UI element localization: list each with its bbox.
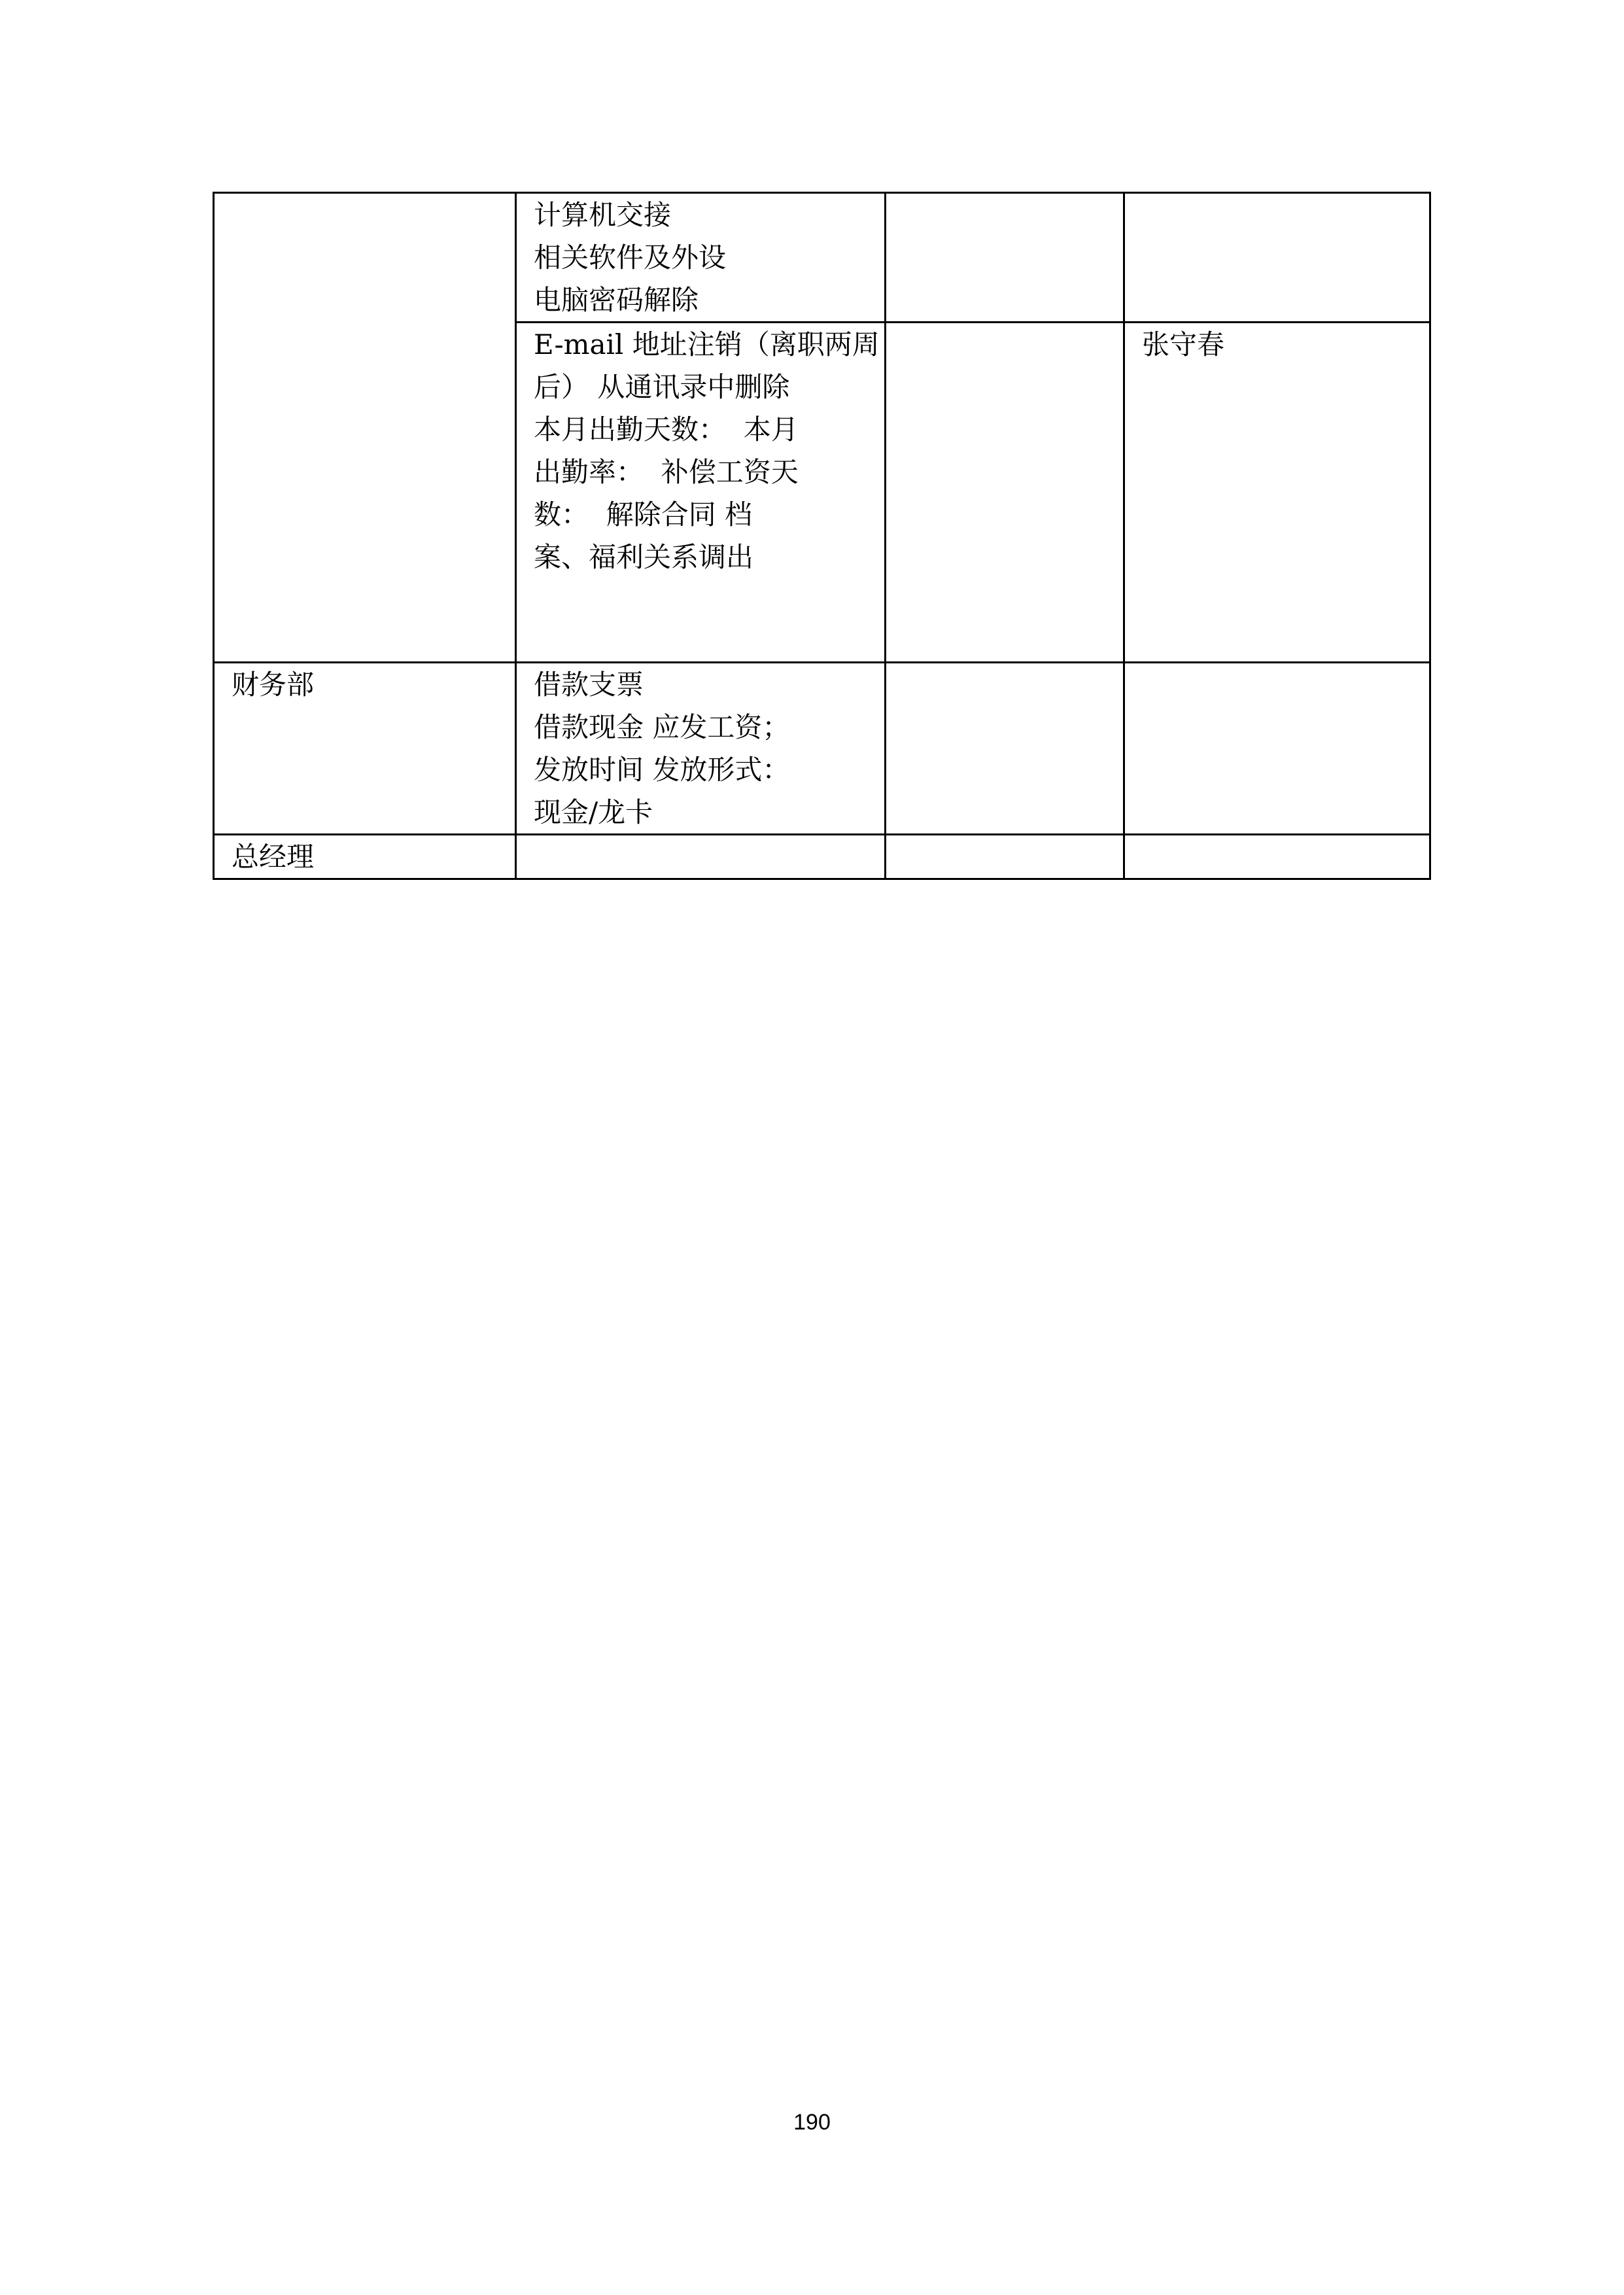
handover-table — [213, 192, 1431, 880]
items-cell — [516, 835, 886, 879]
status-cell — [886, 663, 1124, 835]
table-row — [214, 835, 1430, 879]
item-line: 电脑密码解除 — [534, 284, 699, 316]
items-cell — [516, 663, 886, 835]
item-line: 借款现金 应发工资； — [534, 711, 790, 743]
item-line: 借款支票 — [534, 669, 644, 701]
status-cell — [886, 835, 1124, 879]
item-line: 后） 从通讯录中删除 — [534, 371, 790, 403]
item-line: 相关软件及外设 — [534, 241, 727, 273]
signature-cell — [1124, 663, 1430, 835]
item-line: 发放时间 发放形式： — [534, 754, 790, 786]
item-line: E-mail 地址注销（离职两周 — [534, 328, 880, 360]
department-cell: 总经理 — [214, 835, 516, 879]
signature-cell — [1124, 835, 1430, 879]
items-cell — [516, 323, 886, 663]
items-cell — [516, 193, 886, 323]
table-row — [214, 663, 1430, 835]
department-cell: 财务部 — [214, 663, 516, 835]
department-cell — [214, 193, 516, 663]
signature-cell: 张守春 — [1124, 323, 1430, 663]
table-row — [214, 193, 1430, 323]
page-number: 190 — [793, 2110, 831, 2135]
item-line: 现金/龙卡 — [534, 796, 653, 828]
item-line: 本月出勤天数： 本月 — [534, 413, 799, 446]
item-line: 计算机交接 — [534, 199, 672, 231]
item-line: 案、福利关系调出 — [534, 541, 754, 573]
item-line: 出勤率： 补偿工资天 — [534, 456, 799, 488]
item-line: 数： 解除合同 档 — [534, 499, 753, 531]
status-cell — [886, 323, 1124, 663]
signature-cell — [1124, 193, 1430, 323]
status-cell — [886, 193, 1124, 323]
